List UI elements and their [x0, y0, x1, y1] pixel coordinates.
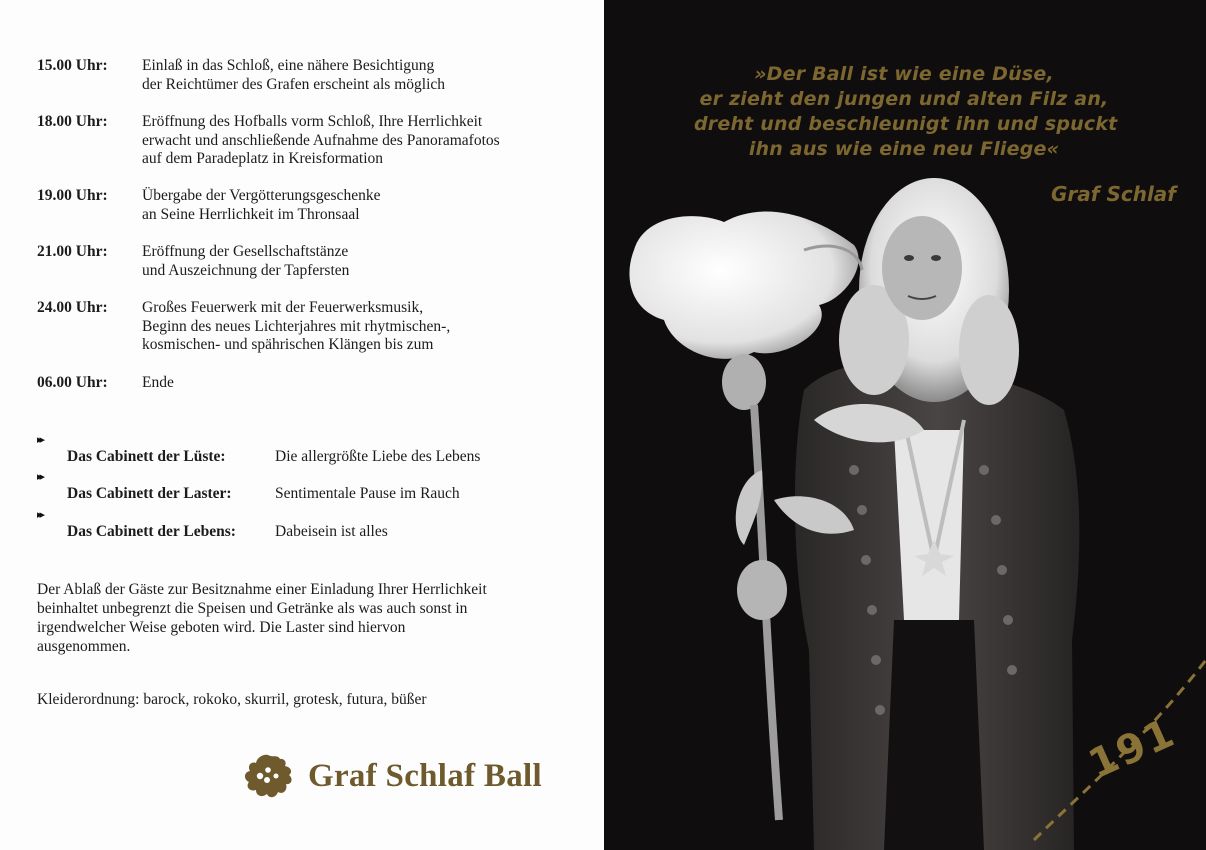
schedule-time: 19.00 Uhr: [37, 187, 108, 204]
schedule-description-line: Großes Feuerwerk mit der Feuerwerksmusik, [142, 299, 424, 316]
schedule-description [142, 187, 597, 224]
quote-line: »Der Ball ist wie eine Düse, [754, 63, 1054, 85]
schedule-description-line: Eröffnung der Gesellschaftstänze [142, 243, 349, 260]
splash-emblem-icon [240, 752, 296, 802]
schedule-description-line: und Auszeichnung der Tapfersten [142, 261, 350, 279]
quote-author: Graf Schlaf [1051, 182, 1176, 206]
cabinet-description: Sentimentale Pause im Rauch [275, 485, 460, 502]
ball-logo-title: Graf Schlaf Ball [308, 758, 542, 794]
schedule-description-line: erwacht und anschließende Aufnahme des Panoramafotos [142, 131, 500, 149]
cabinet-description: Dabeisein ist alles [275, 523, 388, 540]
schedule-description-line: Ende [142, 374, 174, 391]
quote-line: dreht und beschleunigt ihn und spuckt [694, 113, 1118, 135]
cabinet-name: Das Cabinett der Laster: [67, 485, 232, 502]
guest-paragraph [37, 580, 577, 656]
schedule-description-line: Übergabe der Vergötterungsgeschenke [142, 187, 381, 204]
quote-text [694, 62, 1118, 162]
quote-line: er zieht den jungen und alten Filz an, [699, 88, 1109, 110]
schedule-time: 21.00 Uhr: [37, 243, 108, 260]
double-arrow-bullet-icon: ▸▸ [37, 471, 43, 483]
quote-line: ihn aus wie eine neu Fliege« [748, 138, 1060, 160]
schedule-time: 24.00 Uhr: [37, 299, 108, 316]
schedule-time: 06.00 Uhr: [37, 374, 108, 391]
cabinet-name: Das Cabinett der Lebens: [67, 523, 236, 540]
cabinet-name: Das Cabinett der Lüste: [67, 448, 226, 465]
schedule-description-line: an Seine Herrlichkeit im Thronsaal [142, 205, 360, 223]
double-arrow-bullet-icon: ▸▸ [37, 434, 43, 446]
schedule-description-line: Beginn des neues Lichterjahres mit rhytmischen-, [142, 317, 451, 335]
paragraph-line: Der Ablaß der Gäste zur Besitznahme einer Einladung Ihrer Herrlichkeit [37, 581, 487, 598]
paragraph-line: ausgenommen. [37, 638, 131, 655]
schedule-description [142, 299, 597, 355]
dress-code: Kleiderordnung: barock, rokoko, skurril, grotesk, futura, büßer [37, 691, 427, 708]
double-arrow-bullet-icon: ▸▸ [37, 509, 43, 521]
photo-panel [604, 0, 1206, 850]
schedule-description-line: kosmischen- und spährischen Klängen bis zum [142, 336, 434, 353]
schedule-description [142, 374, 597, 393]
schedule-description [142, 113, 597, 169]
paragraph-line: irgendwelcher Weise geboten wird. Die Laster sind hiervon [37, 619, 406, 636]
paragraph-line: beinhaltet unbegrenzt die Speisen und Getränke als was auch sonst in [37, 600, 468, 617]
schedule-description [142, 243, 597, 280]
stamp-number: 191 [1082, 709, 1183, 789]
schedule-description-line: Eröffnung des Hofballs vorm Schloß, Ihre Herrlichkeit [142, 113, 483, 130]
schedule-time: 18.00 Uhr: [37, 113, 108, 130]
cabinet-description: Die allergrößte Liebe des Lebens [275, 448, 481, 465]
schedule-description [142, 57, 597, 94]
schedule-description-line: der Reichtümer des Grafen erscheint als möglich [142, 75, 445, 93]
schedule-time: 15.00 Uhr: [37, 57, 108, 74]
schedule-description-line: Einlaß in das Schloß, eine nähere Besichtigung [142, 57, 435, 74]
schedule-description-line: auf dem Paradeplatz in Kreisformation [142, 150, 384, 167]
